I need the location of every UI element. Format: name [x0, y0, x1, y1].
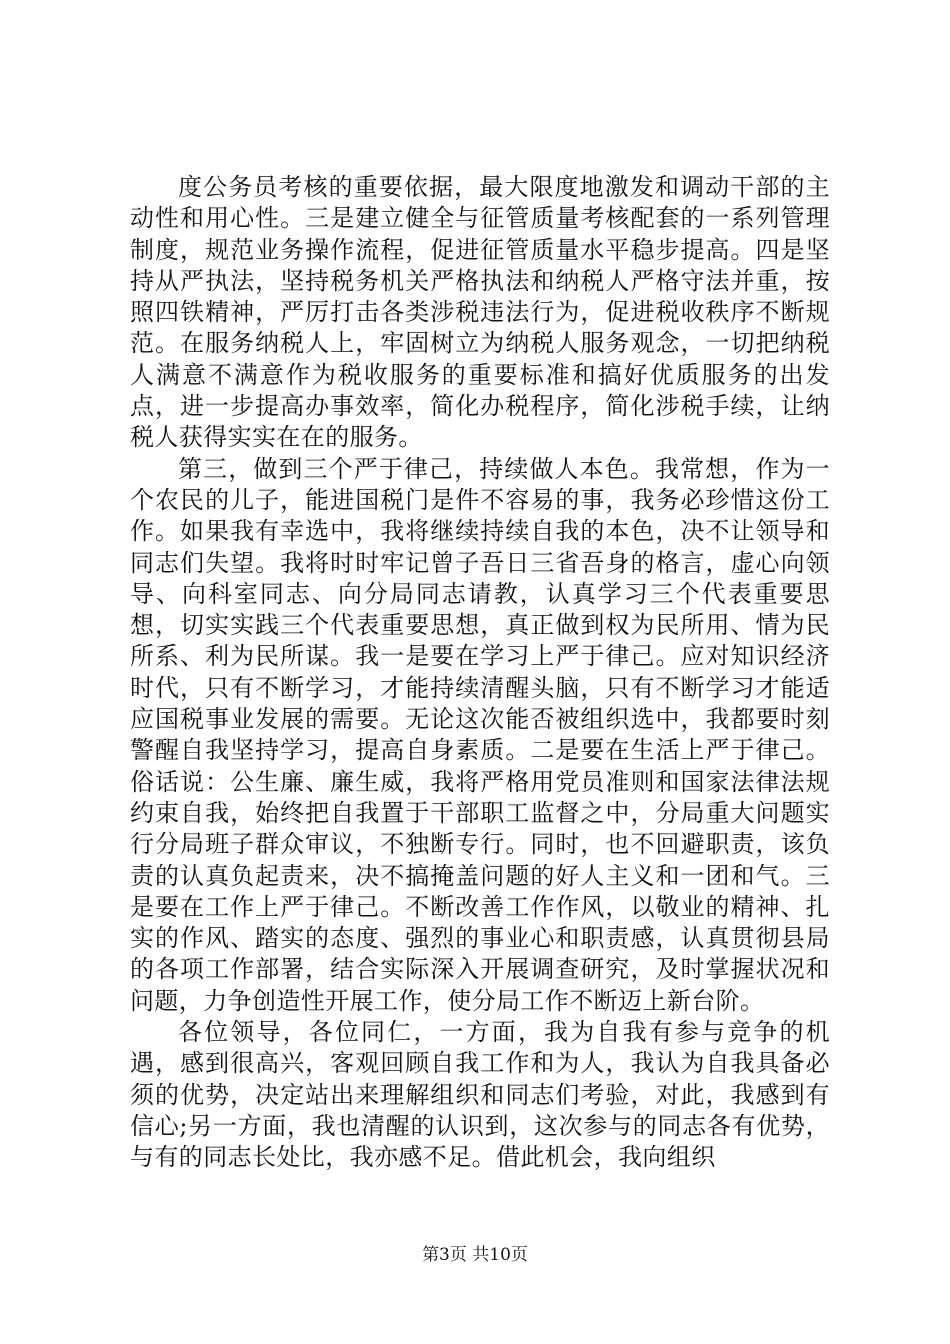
- page-number-footer: 第3页 共10页: [422, 1245, 528, 1265]
- body-text: [130, 172, 830, 1174]
- paragraph-1: 度公务员考核的重要依据，最大限度地激发和调动干部的主动性和用心性。三是建立健全与征管质量考核配套的一系列管理制度，规范业务操作流程，促进征管质量水平稳步提高。四是坚持从严执法，坚持税务机关严格执法和纳税人严格守法并重，按照四铁精神，严厉打击各类涉税违法行为，促进税收秩序不断规范。在服务纳税人上，牢固树立为纳税人服务观念，一切把纳税人满意不满意作为税收服务的重要标准和搞好优质服务的出发点，进一步提高办事效率，简化办税程序，简化涉税手续，让纳税人获得实实在在的服务。: [130, 173, 830, 452]
- paragraph-2: 第三，做到三个严于律己，持续做人本色。我常想，作为一个农民的儿子，能进国税门是件不容易的事，我务必珍惜这份工作。如果我有幸选中，我将继续持续自我的本色，决不让领导和同志们失望。我将时时牢记曾子吾日三省吾身的格言，虚心向领导、向科室同志、向分局同志请教，认真学习三个代表重要思想，切实实践三个代表重要思想，真正做到权为民所用、情为民所系、利为民所谋。我一是要在学习上严于律己。应对知识经济时代，只有不断学习，才能持续清醒头脑，只有不断学习才能适应国税事业发展的需要。无论这次能否被组织选中，我都要时刻警醒自我坚持学习，提高自身素质。二是要在生活上严于律己。俗话说：公生廉、廉生威，我将严格用党员准则和国家法律法规约束自我，始终把自我置于干部职工监督之中，分局重大问题实行分局班子群众审议，不独断专行。同时，也不回避职责，该负责的认真负起责来，决不搞掩盖问题的好人主义和一团和气。三是要在工作上严于律己。不断改善工作作风，以敬业的精神、扎实的作风、踏实的态度、强烈的事业心和职责感，认真贯彻县局的各项工作部署，结合实际深入开展调查研究，及时掌握状况和问题，力争创造性开展工作，使分局工作不断迈上新台阶。: [130, 454, 830, 1015]
- paragraph-3: 各位领导，各位同仁，一方面，我为自我有参与竞争的机遇，感到很高兴，客观回顾自我工作和为人，我认为自我具备必须的优势，决定站出来理解组织和同志们考验，对此，我感到有信心;另一方面，我也清醒的认识到，这次参与的同志各有优势，与有的同志长处比，我亦感不足。借此机会，我向组织: [130, 1018, 830, 1172]
